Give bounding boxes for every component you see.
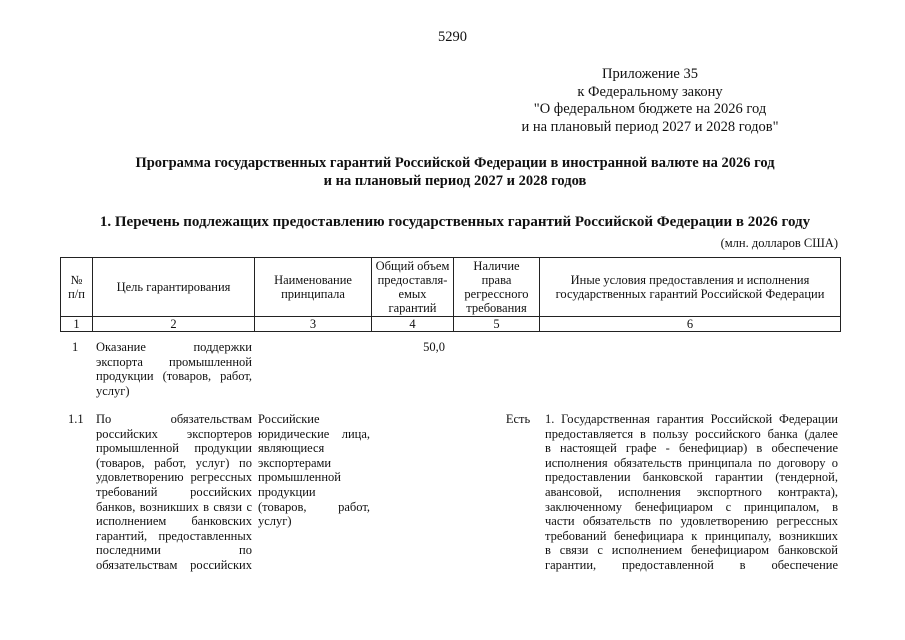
text-line: экспорта промышленной [96, 354, 252, 369]
text-line: (товаров, работ, услуг) по [96, 455, 252, 470]
text-line: требований российских [96, 484, 252, 499]
column-number: 1 [61, 317, 93, 332]
text-line: промышленной продукции [96, 441, 252, 456]
header-cell-principal [255, 258, 372, 317]
header-cell-amount [372, 258, 454, 317]
text-line: Оказание поддержки [96, 340, 252, 354]
header-text: принципала [281, 287, 345, 301]
text-line: заключенному бенефициаром с принципалом, в [545, 499, 838, 514]
header-text: Цель гарантирования [116, 280, 231, 294]
column-number: 3 [255, 317, 372, 332]
appendix-line: "О федеральном бюджете на 2026 год [533, 101, 767, 117]
text-line: в настоящей графе - бенефициар) в обеспечение [545, 441, 838, 456]
header-text: регрессного [464, 287, 529, 301]
text-line: части обязательств по удовлетворению регрессных [545, 514, 838, 529]
text-line: гарантий, предоставленных [96, 528, 252, 543]
text-line: последними по [96, 543, 252, 558]
text-line: российских экспортеров [96, 426, 252, 441]
text-line: в связи с исполнением бенефициаром банковской [545, 543, 838, 558]
appendix-line: Приложение 35 [602, 66, 698, 82]
text-line: (товаров, работ, [258, 499, 370, 514]
header-text: № [70, 273, 83, 287]
text-line: удовлетворению регрессных [96, 470, 252, 485]
header-text: Наличие [473, 259, 520, 273]
text-line: юридические лица, [258, 426, 370, 441]
appendix-reference [500, 66, 800, 136]
text-line: продукции [258, 484, 316, 499]
document-title-line: и на плановый период 2027 и 2028 годов [323, 173, 587, 189]
header-cell-number [61, 258, 93, 317]
text-line: услуг) [258, 514, 292, 529]
header-text: емых [398, 287, 427, 301]
text-line: авансовой, исполнения экспортного контракта), [545, 484, 838, 499]
row-number: 1.1 [68, 412, 84, 426]
document-title-line: Программа государственных гарантий Российской Федерации в иностранной валюте на 2026 год [135, 155, 775, 171]
header-cell-purpose [93, 258, 255, 317]
text-line: экспортерами [258, 455, 332, 470]
text-line: обязательствам российских [96, 557, 252, 572]
text-line: исполнением банковских [96, 514, 252, 529]
header-text: п/п [68, 287, 85, 301]
text-line: предоставляется в пользу российского банка (далее [545, 426, 838, 441]
text-line: являющиеся [258, 441, 325, 456]
text-line: гарантии, предоставленной в обеспечение [545, 557, 838, 572]
text-line: банков, возникших в связи с [96, 499, 252, 514]
text-line: продукции (товаров, работ, [96, 369, 252, 384]
amount-cell: 50,0 [423, 340, 445, 354]
header-cell-recourse [454, 258, 540, 317]
text-line: промышленной [258, 470, 341, 485]
text-line: услуг) [96, 383, 130, 398]
text-line: Российские [258, 412, 320, 426]
purpose-cell [96, 340, 252, 398]
header-text: Наименование [274, 273, 352, 287]
column-number: 4 [372, 317, 454, 332]
column-number: 2 [93, 317, 255, 332]
text-line: По обязательствам [96, 412, 252, 426]
text-line: требований бенефициара к принципалу, возникших [545, 528, 838, 543]
text-line: 1. Государственная гарантия Российской Федерации [545, 412, 838, 426]
guarantees-table-header [60, 257, 841, 332]
page-number: 5290 [438, 29, 467, 45]
purpose-cell [96, 412, 252, 573]
column-number: 6 [540, 317, 841, 332]
header-text: требования [466, 301, 527, 315]
header-cell-conditions [540, 258, 841, 317]
column-number-row [61, 317, 841, 332]
column-number: 5 [454, 317, 540, 332]
section-title: 1. Перечень подлежащих предоставлению государственных гарантий Российской Федерации в 2026 году [99, 214, 811, 230]
appendix-line: к Федеральному закону [577, 83, 723, 100]
text-line: исполнения обязательств принципала по договору о [545, 455, 838, 470]
header-text: гарантий [388, 301, 437, 315]
principal-cell [258, 412, 370, 529]
header-text: предоставля- [377, 273, 448, 287]
appendix-line: и на плановый период 2027 и 2028 годов" [521, 118, 779, 135]
units-note: (млн. долларов США) [720, 236, 838, 250]
conditions-cell [545, 412, 838, 573]
header-text: права [481, 273, 512, 287]
text-line: предоставлении банковской гарантии (тендерной, [545, 470, 838, 485]
recourse-cell: Есть [505, 412, 531, 426]
header-text: государственных гарантий Российской Федерации [555, 287, 825, 301]
row-number: 1 [72, 340, 79, 354]
header-text: Иные условия предоставления и исполнения [570, 273, 810, 287]
document-title [60, 154, 850, 190]
header-text: Общий объем [375, 259, 450, 273]
header-row [61, 258, 841, 317]
